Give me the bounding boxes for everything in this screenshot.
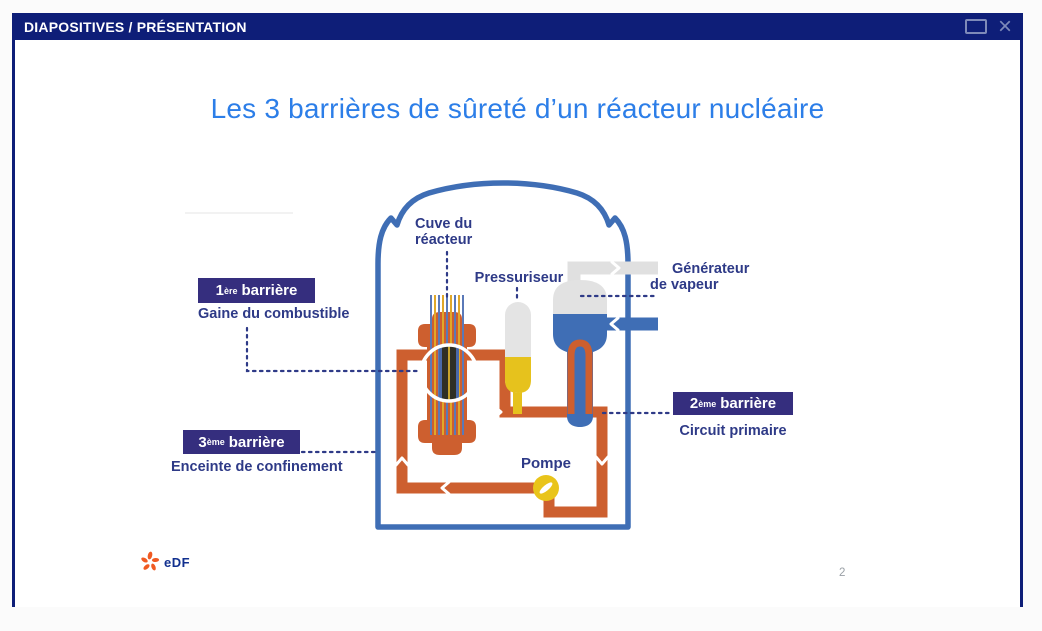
slide-canvas (15, 40, 1020, 607)
label-reactor-vessel: Cuve du réacteur (415, 216, 473, 248)
pressurizer-water (505, 357, 531, 393)
edf-spark-icon (138, 550, 162, 574)
maximize-icon[interactable] (965, 19, 987, 34)
label-pump: Pompe (520, 455, 571, 472)
edf-logo (138, 550, 190, 574)
barrier-2-badge: 2 ème barrière (673, 392, 793, 415)
pressurizer-stem (513, 390, 522, 414)
pump (533, 475, 559, 501)
slide-title: Les 3 barrières de sûreté d’un réacteur nucléaire (210, 93, 825, 124)
barrier-1-caption: Gaine du combustible (198, 306, 350, 322)
label-pressurizer: Pressuriseur (474, 270, 564, 286)
reactor-diagram (15, 40, 1020, 604)
barrier-3-badge: 3 ème barrière (183, 430, 300, 454)
barrier-3-caption: Enceinte de confinement (171, 459, 343, 475)
window-title: DIAPOSITIVES / PRÉSENTATION (24, 18, 247, 35)
close-icon[interactable]: × (997, 12, 1012, 40)
barrier-2-caption: Circuit primaire (679, 423, 787, 439)
label-steam-generator: Générateur de vapeur (650, 261, 750, 293)
window-titlebar (15, 13, 1020, 40)
window-controls (965, 12, 1014, 40)
steam-generator (553, 280, 607, 427)
edf-logo-text: eDF (164, 554, 191, 570)
leader-barrier-1 (247, 328, 419, 371)
page-number: 2 (839, 567, 846, 579)
barrier-1-badge: 1 ère barrière (198, 278, 315, 303)
fuel-cladding-detail (439, 345, 459, 403)
presentation-window (12, 13, 1023, 607)
